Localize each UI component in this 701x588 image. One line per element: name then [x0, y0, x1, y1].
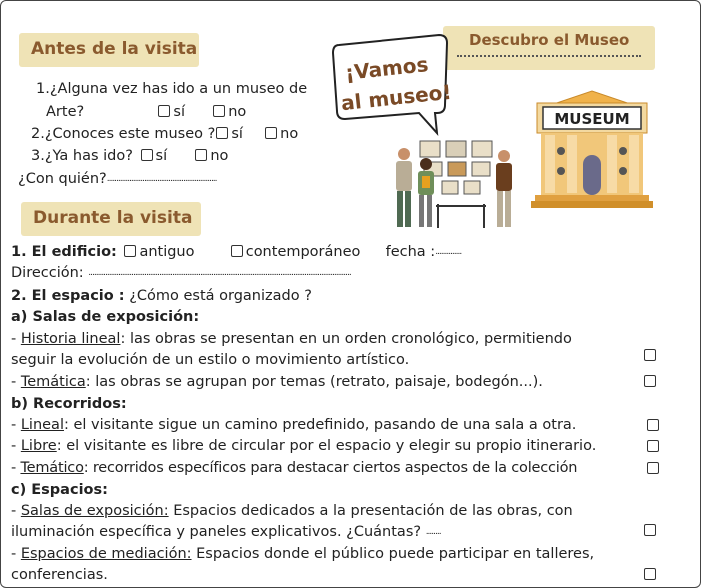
discover-museum-banner [443, 26, 655, 70]
old-building-checkbox[interactable] [124, 245, 136, 257]
contemporary-building-checkbox[interactable] [231, 245, 243, 257]
discover-museum-title: Descubro el Museo [469, 31, 630, 49]
halls-title: a) Salas de exposición: [11, 309, 200, 325]
halls-linear-checkbox[interactable] [644, 349, 656, 361]
address-blank[interactable]: ............................................................................................................................................. [88, 268, 351, 278]
address-row: Dirección: ............................................................................................................................................. [11, 265, 351, 281]
discover-dotted-line [457, 55, 641, 57]
halls-thematic-checkbox[interactable] [644, 375, 656, 387]
halls-linear-line2: seguir la evolución de un estilo o movimiento artístico. [11, 352, 410, 368]
museum-sign: MUSEUM [554, 110, 630, 128]
before-visit-title: Antes de la visita [31, 39, 198, 59]
q3-yes-checkbox[interactable] [141, 149, 153, 161]
q3-no-checkbox[interactable] [195, 149, 207, 161]
routes-linear-checkbox[interactable] [647, 419, 659, 431]
bubble-line1: ¡Vamos [343, 52, 430, 85]
routes-free-line: - Libre: el visitante es libre de circular por el espacio y elegir su propio itinerario. [11, 438, 597, 454]
question-2: 2.¿Conoces este museo ? sí no [31, 126, 299, 142]
routes-title: b) Recorridos: [11, 396, 127, 412]
q1-yes-checkbox[interactable] [158, 105, 170, 117]
halls-linear-line1: - Historia lineal: las obras se presentan en un orden cronológico, permitiendo [11, 331, 572, 347]
building-row: 1. El edificio: antiguo contemporáneo fecha :.............. [11, 244, 462, 260]
routes-thematic-line: - Temático: recorridos específicos para destacar ciertos aspectos de la colección [11, 460, 578, 476]
date-blank[interactable]: .............. [435, 247, 462, 257]
spaces-mediation-checkbox[interactable] [644, 568, 656, 580]
routes-linear-line: - Lineal: el visitante sigue un camino predefinido, pasando de una sala a otra. [11, 417, 577, 433]
spaces-mediation-line2: conferencias. [11, 567, 108, 583]
spaces-mediation-line1: - Espacios de mediación: Espacios donde el público puede participar en talleres, [11, 546, 595, 562]
routes-free-checkbox[interactable] [647, 440, 659, 452]
q2-yes-checkbox[interactable] [216, 127, 228, 139]
question-4: ¿Con quién?........................................................... [18, 171, 217, 187]
spaces-exhibition-checkbox[interactable] [644, 524, 656, 536]
spaces-title: c) Espacios: [11, 482, 108, 498]
spaces-exhibition-line2: iluminación específica y paneles explicativos. ¿Cuántas? ........ [11, 524, 441, 540]
count-blank[interactable]: ........ [425, 527, 441, 537]
museum-building-illustration [531, 89, 653, 211]
before-visit-banner [19, 33, 199, 67]
during-visit-banner [21, 202, 201, 236]
spaces-exhibition-line1: - Salas de exposición: Espacios dedicados a la presentación de las obras, con [11, 503, 573, 519]
companion-blank[interactable]: ........................................................... [106, 174, 217, 184]
question-3: 3.¿Ya has ido? sí no [31, 148, 229, 164]
q2-no-checkbox[interactable] [265, 127, 277, 139]
q1-no-checkbox[interactable] [213, 105, 225, 117]
routes-thematic-checkbox[interactable] [647, 462, 659, 474]
halls-thematic-line: - Temática: las obras se agrupan por temas (retrato, paisaje, bodegón...). [11, 374, 543, 390]
bubble-line2: al museo! [339, 79, 453, 116]
space-row: 2. El espacio : ¿Cómo está organizado ? [11, 288, 312, 304]
question-1-line1: 1.¿Alguna vez has ido a un museo de [36, 81, 308, 97]
during-visit-title: Durante la visita [33, 208, 193, 228]
question-1-line2: Arte? sí no [46, 104, 247, 120]
speech-bubble [331, 29, 453, 139]
visitors-illustration [386, 136, 526, 231]
